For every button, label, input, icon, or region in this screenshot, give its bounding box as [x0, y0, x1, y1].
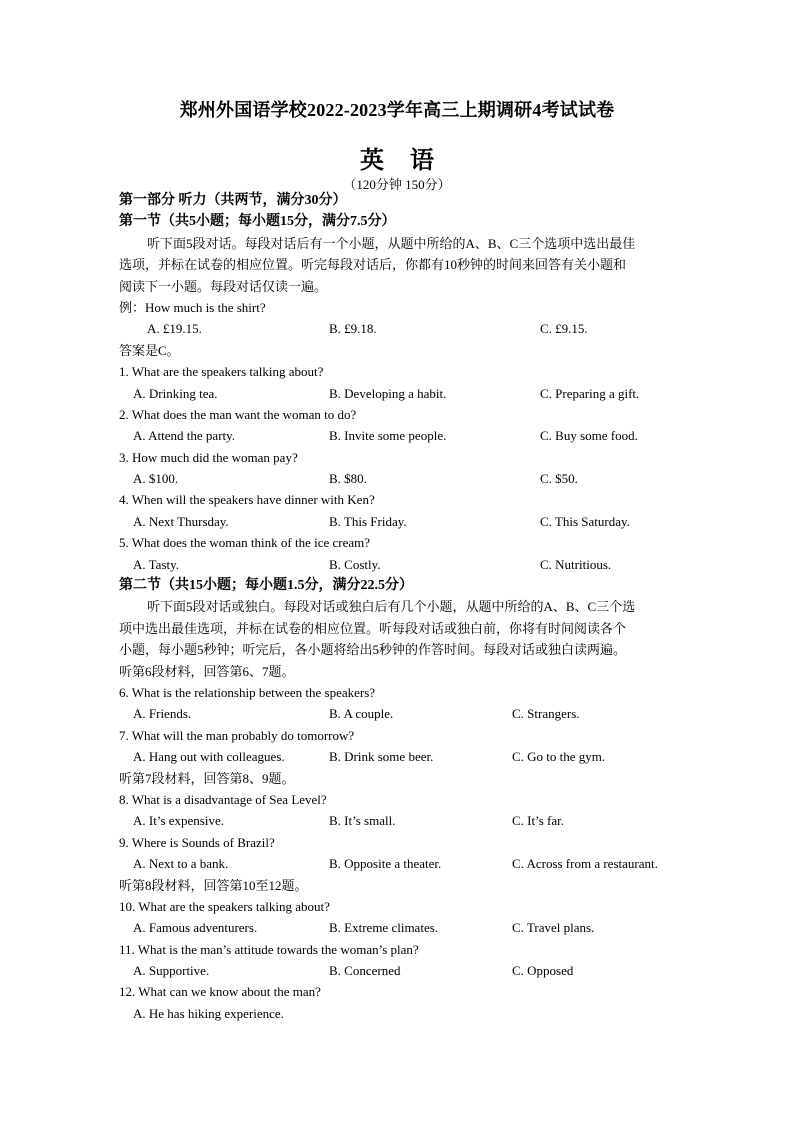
option-a: A. £19.15.: [147, 321, 202, 337]
option-a: A. Hang out with colleagues.: [133, 749, 285, 765]
question-options: [119, 746, 679, 767]
subject-char-1: 英: [360, 148, 384, 174]
example-options: [119, 318, 679, 339]
option-c: C. £9.15.: [540, 321, 588, 337]
material-intro: 听第6段材料，回答第6、7题。: [119, 663, 295, 679]
question-text: 1. What are the speakers talking about?: [119, 364, 324, 380]
option-a: A. Friends.: [133, 706, 192, 722]
option-c: C. Across from a restaurant.: [512, 856, 658, 872]
question-text: 7. What will the man probably do tomorrow?: [119, 727, 355, 743]
question-text: 8. What is a disadvantage of Sea Level?: [119, 791, 327, 807]
option-c: C. Opposed: [512, 963, 574, 979]
time-info: （120分钟 150分）: [343, 177, 451, 192]
option-b: B. Opposite a theater.: [329, 856, 442, 872]
subject-title: [0, 140, 794, 175]
section1-heading: 第一节（共5小题；每小题15分，满分7.5分）: [119, 214, 396, 230]
material-intro: 听第8段材料，回答第10至12题。: [119, 877, 308, 893]
option-a: A. He has hiking experience.: [133, 1005, 284, 1021]
question-options: [119, 703, 679, 724]
option-b: B. $80.: [329, 471, 367, 487]
section2-instruction-line: 听下面5段对话或独白。每段对话或独白后有几个小题，从题中所给的A、B、C三个选: [147, 599, 636, 615]
option-a: A. Tasty.: [133, 556, 180, 572]
section1-instruction-line: 选项，并标在试卷的相应位置。听完每段对话后，你都有10秒钟的时间来回答有关小题和: [119, 257, 627, 273]
example-answer: 答案是C。: [119, 342, 180, 358]
option-c: C. It’s far.: [512, 813, 564, 829]
question-options: [119, 1003, 679, 1024]
exam-content: [119, 190, 679, 1024]
question-options: [119, 960, 679, 981]
section1-instruction-line: 听下面5段对话。每段对话后有一个小题，从题中所给的A、B、C三个选项中选出最佳: [147, 235, 636, 251]
option-a: A. Next Thursday.: [133, 513, 229, 529]
option-b: B. A couple.: [329, 706, 394, 722]
option-b: B. Extreme climates.: [329, 920, 439, 936]
question-text: 2. What does the man want the woman to do?: [119, 406, 357, 422]
question-text: 4. When will the speakers have dinner with Ken?: [119, 492, 375, 508]
option-c: C. This Saturday.: [540, 513, 630, 529]
option-b: B. £9.18.: [329, 321, 377, 337]
exam-title: 郑州外国语学校2022-2023学年高三上期调研4考试试卷: [179, 100, 615, 120]
section2-instruction-line: 小题，每小题5秒钟；听完后，各小题将给出5秒钟的作答时间。每段对话或独白读两遍。: [119, 642, 627, 658]
option-c: C. $50.: [540, 471, 578, 487]
question-text: 3. How much did the woman pay?: [119, 449, 298, 465]
question-options: [119, 511, 679, 532]
option-a: A. Famous adventurers.: [133, 920, 258, 936]
option-c: C. Strangers.: [512, 706, 580, 722]
question-options: [119, 468, 679, 489]
question-text: 11. What is the man’s attitude towards the woman’s plan?: [119, 941, 419, 957]
question-text: 9. Where is Sounds of Brazil?: [119, 834, 275, 850]
option-a: A. Supportive.: [133, 963, 210, 979]
question-options: [119, 425, 679, 446]
question-options: [119, 917, 679, 938]
option-b: B. Invite some people.: [329, 428, 447, 444]
option-c: C. Preparing a gift.: [540, 385, 640, 401]
option-b: B. This Friday.: [329, 513, 407, 529]
option-a: A. It’s expensive.: [133, 813, 224, 829]
question-text: 10. What are the speakers talking about?: [119, 898, 330, 914]
section2-heading: 第二节（共15小题；每小题1.5分，满分22.5分）: [119, 578, 413, 594]
section1-instruction-line: 阅读下一小题。每段对话仅读一遍。: [119, 278, 328, 294]
option-c: C. Travel plans.: [512, 920, 595, 936]
question-text: 12. What can we know about the man?: [119, 984, 321, 1000]
question-options: [119, 554, 679, 575]
question-options: [119, 853, 679, 874]
question-options: [119, 810, 679, 831]
option-c: C. Go to the gym.: [512, 749, 606, 765]
option-b: B. Concerned: [329, 963, 401, 979]
subject-char-2: 语: [410, 148, 434, 174]
question-text: 6. What is the relationship between the speakers?: [119, 684, 376, 700]
option-b: B. Developing a habit.: [329, 385, 447, 401]
section2-instruction-line: 项中选出最佳选项，并标在试卷的相应位置。听每段对话或独白前，你将有时间阅读各个: [119, 620, 627, 636]
option-c: C. Nutritious.: [540, 556, 612, 572]
option-a: A. $100.: [133, 471, 179, 487]
option-a: A. Drinking tea.: [133, 385, 218, 401]
option-b: B. Costly.: [329, 556, 381, 572]
option-a: A. Attend the party.: [133, 428, 236, 444]
option-c: C. Buy some food.: [540, 428, 638, 444]
material-intro: 听第7段材料，回答第8、9题。: [119, 770, 295, 786]
part1-heading: 第一部分 听力（共两节，满分30分）: [119, 193, 347, 208]
option-b: B. It’s small.: [329, 813, 396, 829]
question-text: 5. What does the woman think of the ice cream?: [119, 535, 371, 551]
option-a: A. Next to a bank.: [133, 856, 229, 872]
option-b: B. Drink some beer.: [329, 749, 434, 765]
question-options: [119, 383, 679, 404]
example-question: 例：How much is the shirt?: [119, 299, 266, 315]
